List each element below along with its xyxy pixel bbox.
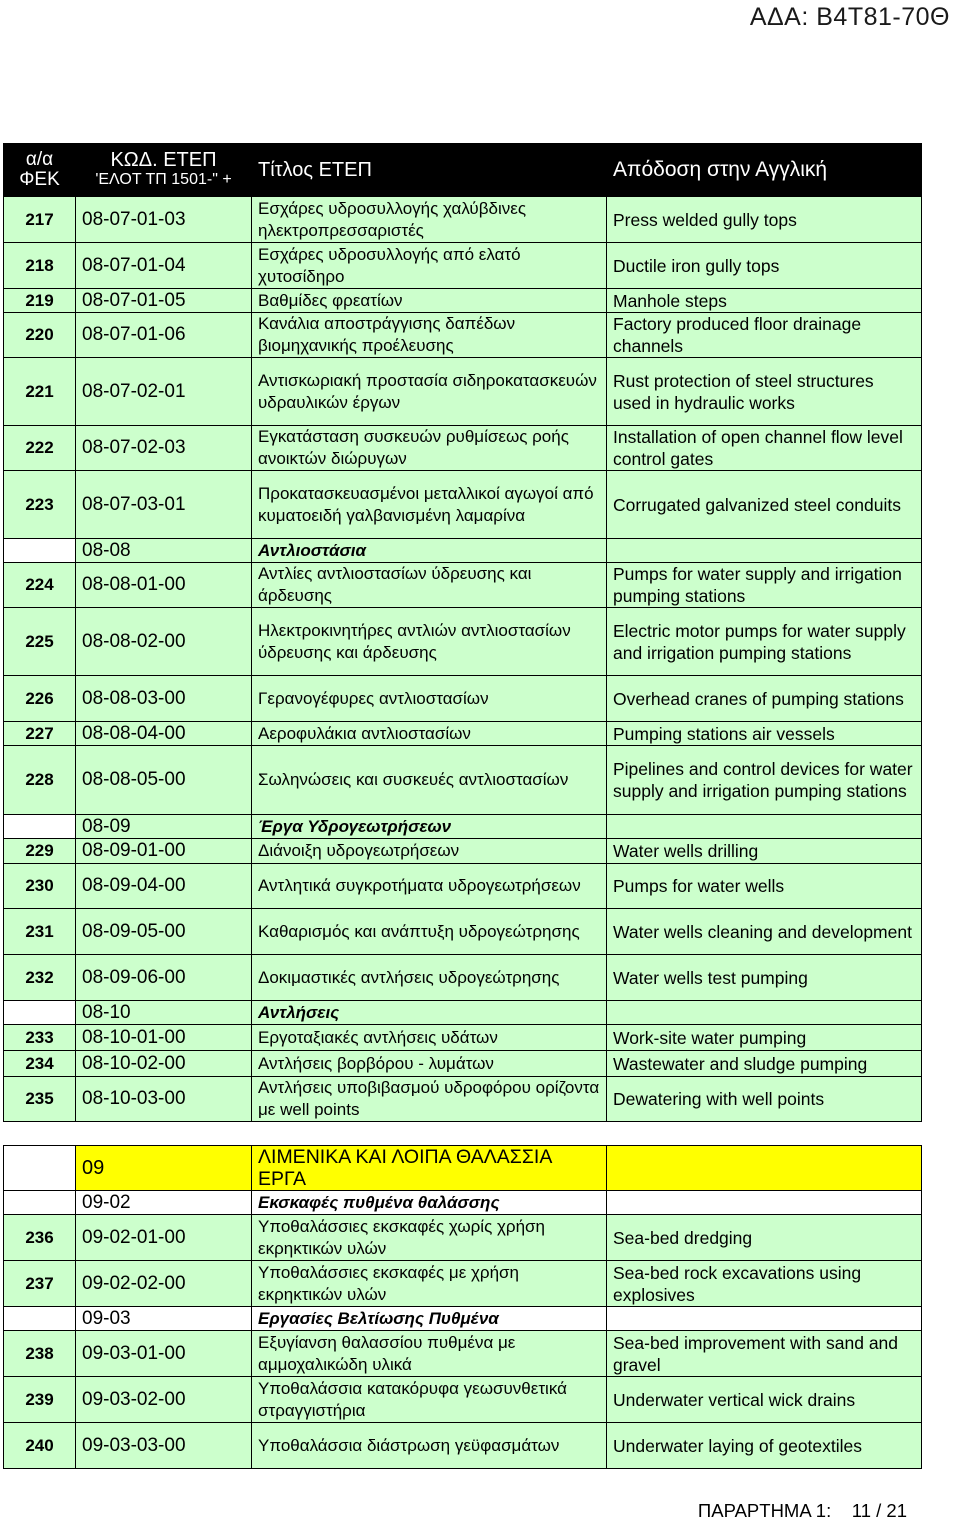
etep-table [3, 143, 922, 1469]
table-row [4, 1051, 922, 1077]
table-row [4, 1377, 922, 1423]
row-number: 226 [4, 676, 76, 722]
table-row [4, 289, 922, 313]
row-number: 223 [4, 471, 76, 539]
ada-stamp: ΑΔΑ: Β4Τ81-70Θ [749, 3, 950, 31]
row-code: 08-07-02-03 [76, 426, 252, 471]
row-title: Υποθαλάσσια κατακόρυφα γεωσυνθετικά στραγγιστήρια [252, 1377, 607, 1423]
row-title: Υποθαλάσσιες εκσκαφές χωρίς χρήση εκρηκτικών υλών [252, 1215, 607, 1261]
row-english: Overhead cranes of pumping stations [607, 676, 922, 722]
row-english: Pipelines and control devices for water supply and irrigation pumping stations [607, 746, 922, 815]
table-row [4, 839, 922, 864]
row-code: 08-09-04-00 [76, 864, 252, 909]
row-code: 09-03-02-00 [76, 1377, 252, 1423]
header-code-line2: 'ΕΛΟΤ ΤΠ 1501-" + [95, 171, 232, 188]
row-title: Εσχάρες υδροσυλλογής από ελατό χυτοσίδηρο [252, 243, 607, 289]
row-code: 08-07-03-01 [76, 471, 252, 539]
row-code: 08-10-01-00 [76, 1025, 252, 1051]
table-row [4, 471, 922, 539]
row-code: 08-07-01-05 [76, 289, 252, 313]
row-code: 08-09-05-00 [76, 909, 252, 955]
row-title: Αντλήσεις [252, 1001, 607, 1025]
row-code: 08-08-01-00 [76, 563, 252, 608]
header-code [76, 144, 252, 197]
row-number [4, 1307, 76, 1331]
header-aa-line1: α/α [25, 149, 54, 170]
row-code: 09-03-01-00 [76, 1331, 252, 1377]
row-english [607, 1001, 922, 1025]
table-row [4, 197, 922, 243]
row-english: Sea-bed improvement with sand and gravel [607, 1331, 922, 1377]
table-row [4, 955, 922, 1001]
table-row [4, 864, 922, 909]
subsection-row [4, 1191, 922, 1215]
row-english: Underwater vertical wick drains [607, 1377, 922, 1423]
row-title: Αντλητικά συγκροτήματα υδρογεωτρήσεων [252, 864, 607, 909]
row-number: 238 [4, 1331, 76, 1377]
row-code: 08-10-02-00 [76, 1051, 252, 1077]
row-title: Υποθαλάσσια διάστρωση γεϋφασμάτων [252, 1423, 607, 1469]
row-english: Pumping stations air vessels [607, 722, 922, 746]
table-row [4, 608, 922, 676]
table-row [4, 1077, 922, 1122]
row-title: Αντισκωριακή προστασία σιδηροκατασκευών υδραυλικών έργων [252, 358, 607, 426]
row-number: 229 [4, 839, 76, 864]
row-title: Προκατασκευασμένοι μεταλλικοί αγωγοί από κυματοειδή γαλβανισμένη λαμαρίνα [252, 471, 607, 539]
row-english [607, 1146, 922, 1191]
table-row [4, 563, 922, 608]
row-number: 227 [4, 722, 76, 746]
header-code-line1: ΚΩΔ. ΕΤΕΠ [110, 149, 217, 171]
row-code: 08-09-06-00 [76, 955, 252, 1001]
row-title: Υποθαλάσσιες εκσκαφές με χρήση εκρηκτικών υλών [252, 1261, 607, 1307]
row-title: Βαθμίδες φρεατίων [252, 289, 607, 313]
row-number: 221 [4, 358, 76, 426]
spacer-row [4, 1122, 922, 1146]
row-title: Γερανογέφυρες αντλιοστασίων [252, 676, 607, 722]
row-english: Sea-bed rock excavations using explosives [607, 1261, 922, 1307]
table-row [4, 1331, 922, 1377]
row-number: 233 [4, 1025, 76, 1051]
section-row [4, 815, 922, 839]
row-title: Αεροφυλάκια αντλιοστασίων [252, 722, 607, 746]
row-code: 08-08-04-00 [76, 722, 252, 746]
row-number: 235 [4, 1077, 76, 1122]
row-title: Δοκιμαστικές αντλήσεις υδρογεώτρησης [252, 955, 607, 1001]
row-title: Έργα Υδρογεωτρήσεων [252, 815, 607, 839]
row-code: 08-10-03-00 [76, 1077, 252, 1122]
row-title: Εργοταξιακές αντλήσεις υδάτων [252, 1025, 607, 1051]
section-row [4, 1001, 922, 1025]
row-code: 09-02-02-00 [76, 1261, 252, 1307]
row-number: 231 [4, 909, 76, 955]
chapter-row [4, 1146, 922, 1191]
table-row [4, 722, 922, 746]
row-number: 219 [4, 289, 76, 313]
row-code: 09-03-03-00 [76, 1423, 252, 1469]
row-english: Water wells cleaning and development [607, 909, 922, 955]
row-title: Κανάλια αποστράγγισης δαπέδων βιομηχανικής προέλευσης [252, 313, 607, 358]
row-title: Εξυγίανση θαλασσίου πυθμένα με αμμοχαλικώδη υλικά [252, 1331, 607, 1377]
row-number: 220 [4, 313, 76, 358]
row-code: 08-07-01-04 [76, 243, 252, 289]
row-number [4, 539, 76, 563]
row-code: 08-09 [76, 815, 252, 839]
table-row [4, 1215, 922, 1261]
row-number [4, 815, 76, 839]
row-code: 09-03 [76, 1307, 252, 1331]
header-aa [4, 144, 76, 197]
row-code: 09-02-01-00 [76, 1215, 252, 1261]
row-number: 217 [4, 197, 76, 243]
row-title: Εκσκαφές πυθμένα θαλάσσης [252, 1191, 607, 1215]
table-row [4, 1025, 922, 1051]
table-row [4, 1423, 922, 1469]
row-english: Water wells drilling [607, 839, 922, 864]
row-title: Αντλήσεις βορβόρου - λυμάτων [252, 1051, 607, 1077]
row-english: Manhole steps [607, 289, 922, 313]
table-body [4, 197, 922, 1469]
row-code: 08-07-01-03 [76, 197, 252, 243]
row-number [4, 1146, 76, 1191]
row-code: 08-07-02-01 [76, 358, 252, 426]
row-number: 228 [4, 746, 76, 815]
table-row [4, 909, 922, 955]
row-title: Αντλιοστάσια [252, 539, 607, 563]
row-english: Sea-bed dredging [607, 1215, 922, 1261]
row-title: Καθαρισμός και ανάπτυξη υδρογεώτρησης [252, 909, 607, 955]
table-row [4, 313, 922, 358]
row-code: 08-10 [76, 1001, 252, 1025]
header-english: Απόδοση στην Αγγλική [607, 144, 922, 197]
row-code: 08-08-05-00 [76, 746, 252, 815]
row-number: 218 [4, 243, 76, 289]
subsection-row [4, 1307, 922, 1331]
row-english: Electric motor pumps for water supply and irrigation pumping stations [607, 608, 922, 676]
row-title: Ηλεκτροκινητήρες αντλιών αντλιοστασίων ύδρευσης και άρδευσης [252, 608, 607, 676]
row-code: 09-02 [76, 1191, 252, 1215]
row-english: Pumps for water wells [607, 864, 922, 909]
row-number: 240 [4, 1423, 76, 1469]
row-title: Διάνοιξη υδρογεωτρήσεων [252, 839, 607, 864]
page-footer: ΠΑΡΑΡΤΗΜΑ 1: 11 / 21 [697, 1500, 907, 1521]
row-english: Work-site water pumping [607, 1025, 922, 1051]
row-title: Εγκατάσταση συσκευών ρυθμίσεως ροής ανοικτών διώρυγων [252, 426, 607, 471]
row-number: 237 [4, 1261, 76, 1307]
row-english [607, 539, 922, 563]
row-title: Σωληνώσεις και συσκευές αντλιοστασίων [252, 746, 607, 815]
row-title: Εργασίες Βελτίωσης Πυθμένα [252, 1307, 607, 1331]
row-english: Ductile iron gully tops [607, 243, 922, 289]
row-english: Underwater laying of geotextiles [607, 1423, 922, 1469]
section-row [4, 539, 922, 563]
row-number: 234 [4, 1051, 76, 1077]
row-number: 232 [4, 955, 76, 1001]
row-english: Water wells test pumping [607, 955, 922, 1001]
row-code: 08-08-02-00 [76, 608, 252, 676]
row-code: 08-08-03-00 [76, 676, 252, 722]
row-number [4, 1191, 76, 1215]
row-code: 08-07-01-06 [76, 313, 252, 358]
spacer-cell [4, 1122, 922, 1146]
row-title: Αντλίες αντλιοστασίων ύδρευσης και άρδευσης [252, 563, 607, 608]
header-aa-line2: ΦΕΚ [19, 169, 60, 190]
row-english: Press welded gully tops [607, 197, 922, 243]
row-number: 239 [4, 1377, 76, 1423]
row-code: 08-08 [76, 539, 252, 563]
row-title: Αντλήσεις υποβιβασμού υδροφόρου ορίζοντα με well points [252, 1077, 607, 1122]
row-english: Pumps for water supply and irrigation pumping stations [607, 563, 922, 608]
header-title: Τίτλος ΕΤΕΠ [252, 144, 607, 197]
row-title: ΛΙΜΕΝΙΚΑ ΚΑΙ ΛΟΙΠΑ ΘΑΛΑΣΣΙΑ ΕΡΓΑ [252, 1146, 607, 1191]
row-number [4, 1001, 76, 1025]
row-english [607, 815, 922, 839]
row-number: 224 [4, 563, 76, 608]
row-english [607, 1191, 922, 1215]
table-header-row [4, 144, 922, 197]
table-row [4, 426, 922, 471]
row-number: 222 [4, 426, 76, 471]
row-english: Corrugated galvanized steel conduits [607, 471, 922, 539]
table-row [4, 243, 922, 289]
row-english [607, 1307, 922, 1331]
row-number: 225 [4, 608, 76, 676]
table-row [4, 358, 922, 426]
row-english: Factory produced floor drainage channels [607, 313, 922, 358]
table-row [4, 1261, 922, 1307]
row-number: 230 [4, 864, 76, 909]
row-english: Rust protection of steel structures used in hydraulic works [607, 358, 922, 426]
table-row [4, 676, 922, 722]
row-english: Installation of open channel flow level control gates [607, 426, 922, 471]
table-row [4, 746, 922, 815]
row-code: 08-09-01-00 [76, 839, 252, 864]
row-title: Εσχάρες υδροσυλλογής χαλύβδινες ηλεκτροπρεσσαριστές [252, 197, 607, 243]
row-code: 09 [76, 1146, 252, 1191]
row-english: Dewatering with well points [607, 1077, 922, 1122]
row-number: 236 [4, 1215, 76, 1261]
row-english: Wastewater and sludge pumping [607, 1051, 922, 1077]
